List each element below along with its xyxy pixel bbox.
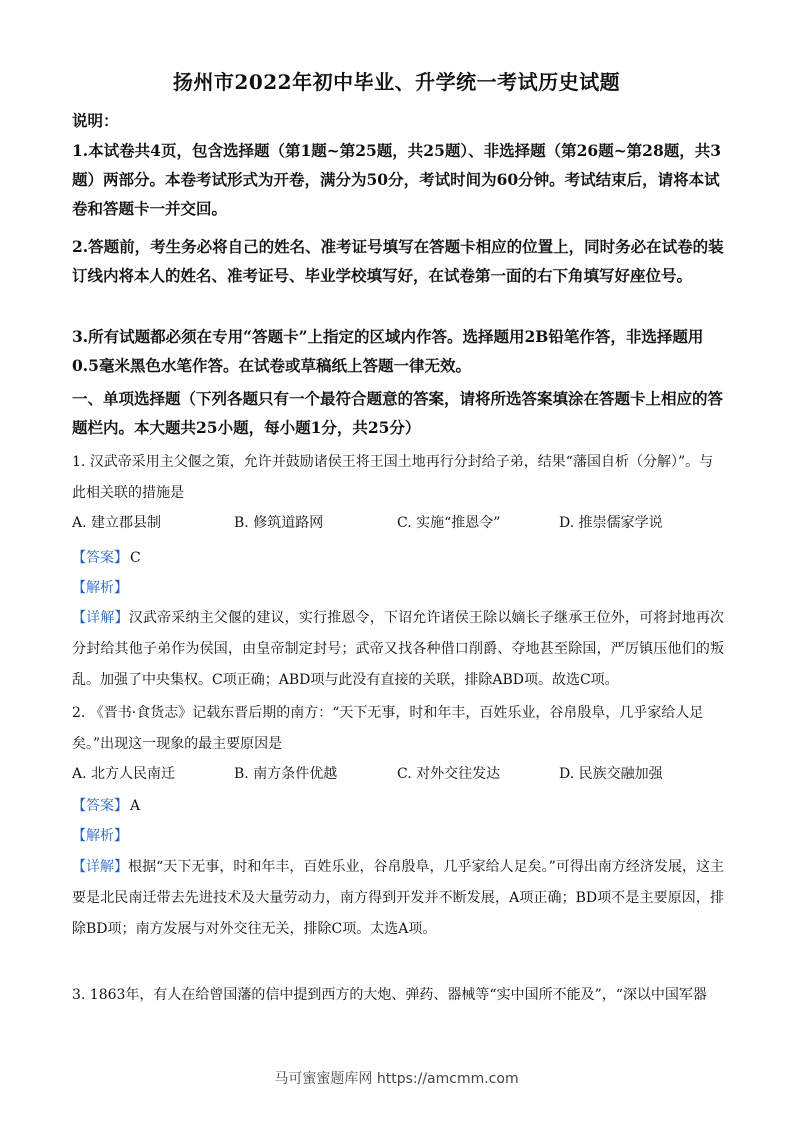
page-footer: 马可蜜蜜题库网 https://amcmm.com (274, 1071, 519, 1087)
question-2-option-b: B. 南方条件优越 (234, 766, 338, 782)
section-heading: 一、单项选择题（下列各题只有一个最符合题意的答案，请将所选答案填涂在答题卡上相应的答题栏内。本大题共25小题，每小题1分，共25分） (72, 389, 724, 437)
question-1-detail (72, 603, 724, 696)
question-2-option-a: A. 北方人民南迁 (72, 766, 176, 782)
answer-value: A (130, 798, 141, 814)
question-2-analysis-label: 【解析】 (72, 828, 128, 844)
question-1-option-d: D. 推崇儒家学说 (559, 515, 663, 531)
question-1-options (72, 512, 724, 536)
question-2-option-c: C. 对外交往发达 (397, 766, 501, 782)
question-1-option-a: A. 建立郡县制 (72, 515, 162, 531)
question-2-stem: 2. 《晋书·食货志》记载东晋后期的南方：“天下无事，时和年丰，百姓乐业，谷帛殷阜，几乎家给人足矣。”出现这一现象的最主要原因是 (72, 705, 704, 752)
question-1-analysis-label: 【解析】 (72, 580, 128, 596)
instructions-heading: 说明： (72, 111, 119, 130)
instruction-rule-3: 3.所有试题都必须在专用“答题卡”上指定的区域内作答。选择题用2B铅笔作答，非选择题用0.5毫米黑色水笔作答。在试卷或草稿纸上答题一律无效。 (72, 327, 704, 375)
question-2-option-d: D. 民族交融加强 (559, 766, 663, 782)
question-2-detail (72, 852, 724, 945)
question-2-options (72, 763, 724, 787)
detail-label: 【详解】 (72, 610, 129, 626)
question-1-option-b: B. 修筑道路网 (234, 515, 324, 531)
detail-label: 【详解】 (72, 859, 129, 875)
answer-value: C (130, 550, 141, 566)
detail-text: 汉武帝采纳主父偃的建议，实行推恩令，下诏允许诸侯王除以嫡长子继承王位外，可将封地再次分封给其他子弟作为侯国，由皇帝制定封号；武帝又找各种借口削爵、夺地甚至除国，严厉镇压他们的叛乱。加强了中央集权。C项正确；ABD项与此没有直接的关联，排除ABD项。故选C项。 (72, 610, 725, 688)
instruction-rule-2: 2.答题前，考生务必将自己的姓名、准考证号填写在答题卡相应的位置上，同时务必在试卷的装订线内将本人的姓名、准考证号、毕业学校填写好，在试卷第一面的右下角填写好座位号。 (72, 237, 724, 285)
instruction-rule-1: 1.本试卷共4页，包含选择题（第1题~第25题，共25题）、非选择题（第26题~第28题，共3题）两部分。本卷考试形式为开卷，满分为50分，考试时间为60分钟。考试结束后，请将本试卷和答题卡一并交回。 (72, 141, 722, 218)
question-3-stem: 3. 1863年，有人在给曾国藩的信中提到西方的大炮、弹药、器械等“实中国所不能及”，“深以中国军器 (72, 987, 707, 1003)
question-1-option-c: C. 实施“推恩令” (397, 515, 501, 531)
answer-label: 【答案】 (72, 798, 128, 814)
question-1-stem: 1. 汉武帝采用主父偃之策，允许并鼓励诸侯王将王国土地再行分封给子弟，结果“藩国自析（分解）”。与此相关联的措施是 (72, 454, 714, 501)
question-1-answer (72, 547, 141, 567)
answer-label: 【答案】 (72, 550, 128, 566)
page-title: 扬州市2022年初中毕业、升学统一考试历史试题 (172, 70, 621, 94)
question-2-answer (72, 795, 140, 815)
detail-text: 根据“天下无事，时和年丰，百姓乐业，谷帛殷阜，几乎家给人足矣。”可得出南方经济发展，这主要是北民南迁带去先进技术及大量劳动力，南方得到开发并不断发展，A项正确；BD项不是主要原因，排除BD项；南方发展与对外交往无关，排除C项。太选A项。 (72, 859, 725, 937)
